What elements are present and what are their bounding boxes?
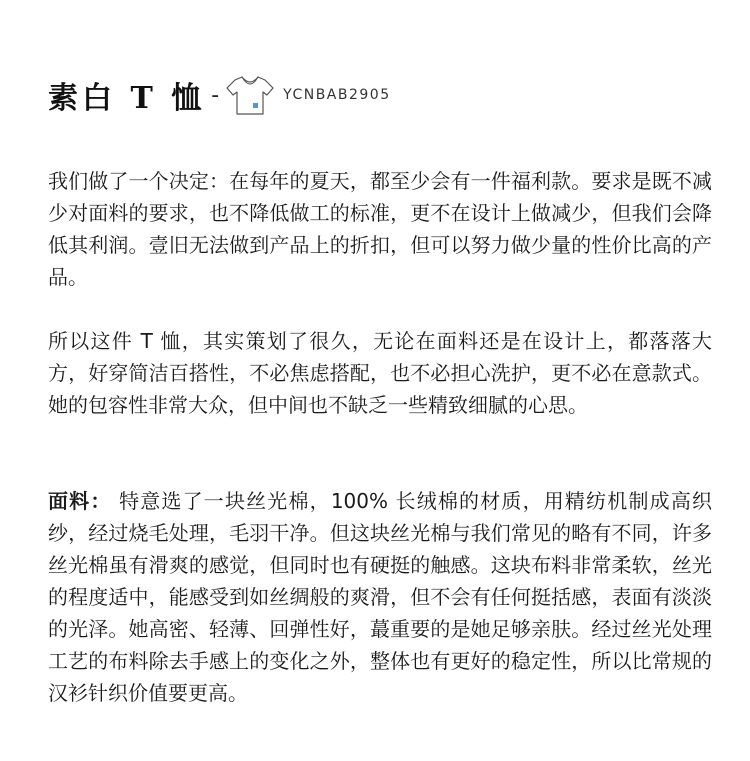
product-title: 素白 T 恤 [48,81,206,116]
title-separator: - [211,82,220,108]
tshirt-patch-icon [253,103,258,108]
product-header [48,70,391,120]
fabric-text: 特意选了一块丝光棉，100% 长绒棉的材质，用精纺机制成高织纱，经过烧毛处理，毛羽干净。但这块丝光棉与我们常见的略有不同，许多丝光棉虽有滑爽的感觉，但同时也有硬挺的触感。这块布料非常柔软，丝光的程度适中，能感受到如丝绸般的爽滑，但不会有任何挺括感，表面有淡淡的光泽。她高密、轻薄、回弹性好，蕞重要的是她足够亲肤。经过丝光处理工艺的布料除去手感上的变化之外，整体也有更好的稳定性，所以比常规的汉衫针织价值要更高。 [48,489,712,705]
tshirt-icon [225,73,275,117]
fabric-paragraph [48,485,712,709]
product-code: YCNBAB2905 [283,87,391,103]
intro-paragraph: 我们做了一个决定：在每年的夏天，都至少会有一件福利款。要求是既不减少对面料的要求，也不降低做工的标准，更不在设计上做减少，但我们会降低其利润。壹旧无法做到产品上的折扣，但可以努力做少量的性价比高的产品。 [48,169,712,289]
design-paragraph: 所以这件 T 恤，其实策划了很久，无论在面料还是在设计上，都落落大方，好穿简洁百搭性，不必焦虑搭配，也不必担心洗护，更不必在意款式。她的包容性非常大众，但中间也不缺乏一些精致细腻的心思。 [48,329,712,417]
fabric-label: 面料： [48,489,112,513]
